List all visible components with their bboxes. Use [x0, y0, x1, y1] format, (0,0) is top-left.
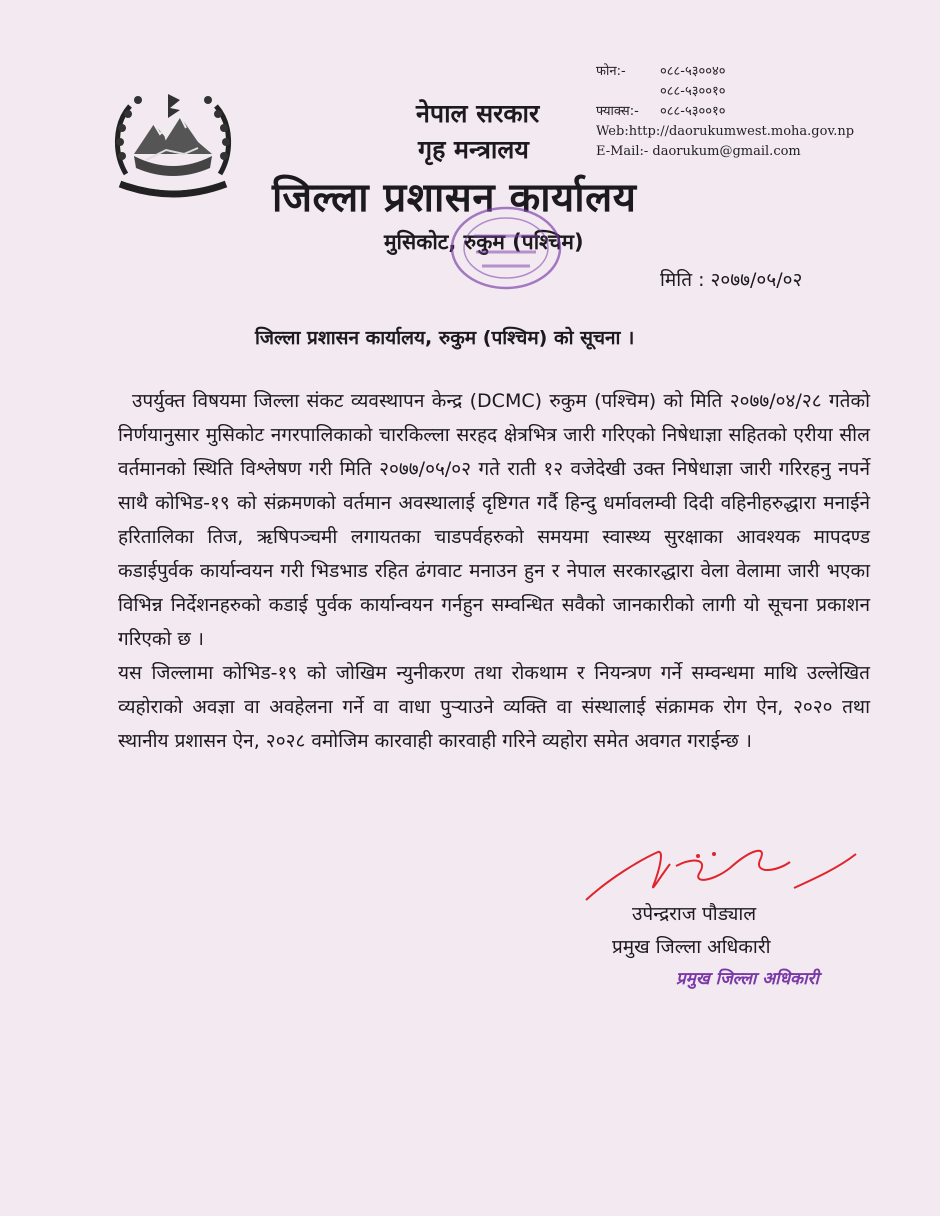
- website: Web:http://daorukumwest.moha.gov.np: [596, 124, 855, 139]
- designation-stamp: प्रमुख जिल्ला अधिकारी: [676, 969, 819, 989]
- notice-paragraph-2: यस जिल्लामा कोभिड-१९ को जोखिम न्युनीकरण तथा रोकथाम र नियन्त्रण गर्ने सम्वन्धमा माथि उल्लेखित व्यहोराको अवज्ञा वा अवहेलना गर्ने वा वाधा पुर्‍याउने व्यक्ति वा संस्थालाई संक्रामक रोग ऐन, २०२० तथा स्थानीय प्रशासन ऐन, २०२८ वमोजिम कारवाही कारवाही गरिने व्यहोरा समेत अवगत गराईन्छ ।: [118, 662, 870, 752]
- notice-title: जिल्ला प्रशासन कार्यालय, रुकुम (पश्चिम) को सूचना ।: [255, 327, 635, 349]
- notice-date: मिति : २०७७/०५/०२: [660, 269, 803, 291]
- fax-label: फ्याक्स:-: [596, 104, 639, 119]
- phone-number-1: ०८८-५३००४०: [660, 64, 726, 79]
- notice-paragraph-1: उपर्युक्त विषयमा जिल्ला संकट व्यवस्थापन केन्द्र (DCMC) रुकुम (पश्चिम) को मिति २०७७/०४/२८ गतेको निर्णयानुसार मुसिकोट नगरपालिकाको चारकिल्ला सरहद क्षेत्रभित्र जारी गरिएको निषेधाज्ञा सहितको एरीया सील वर्तमानको स्थिति विश्लेषण गरी मिति २०७७/०५/०२ गते राती १२ वजेदेखी उक्त निषेधाज्ञा जारी गरिरहनु नपर्ने साथै कोभिड-१९ को संक्रमणको वर्तमान अवस्थालाई दृष्टिगत गर्दै हिन्दु धर्मावलम्वी दिदी वहिनीहरुद्धारा मनाईने हरितालिका तिज, ऋषिपञ्चमी लगायतका चाडपर्वहरुको समयमा स्वास्थ्य सुरक्षाका आवश्यक मापदण्ड कडाईपुर्वक कार्यान्वयन गरी भिडभाड रहित ढंगवाट मनाउन हुन र नेपाल सरकारद्धारा वेला वेलामा जारी भएका विभिन्न निर्देशनहरुको कडाई पुर्वक कार्यान्वयन गर्नहुन सम्वन्धित सवैको जानकारीको लागी यो सूचना प्रकाशन गरिएको छ ।: [118, 390, 870, 650]
- notice-body: [118, 384, 870, 758]
- handwritten-signature-icon: [580, 838, 880, 908]
- government-name: नेपाल सरकार: [416, 99, 540, 128]
- fax-number: ०८८-५३००१०: [660, 104, 726, 119]
- phone-label: फोन:-: [596, 64, 626, 79]
- office-location: मुसिकोट, रुकुम (पश्चिम): [384, 230, 584, 254]
- nepal-emblem-icon: [106, 84, 240, 204]
- phone-number-2: ०८८-५३००१०: [660, 84, 726, 99]
- ministry-name: गृह मन्त्रालय: [418, 135, 529, 164]
- office-title: जिल्ला प्रशासन कार्यालय: [272, 175, 637, 221]
- office-stamp-icon: [446, 200, 566, 296]
- signer-title: प्रमुख जिल्ला अधिकारी: [612, 936, 771, 958]
- email: E-Mail:- daorukum@gmail.com: [596, 144, 801, 159]
- contact-block: [596, 62, 854, 162]
- signer-name: उपेन्द्रराज पौड्याल: [632, 903, 757, 925]
